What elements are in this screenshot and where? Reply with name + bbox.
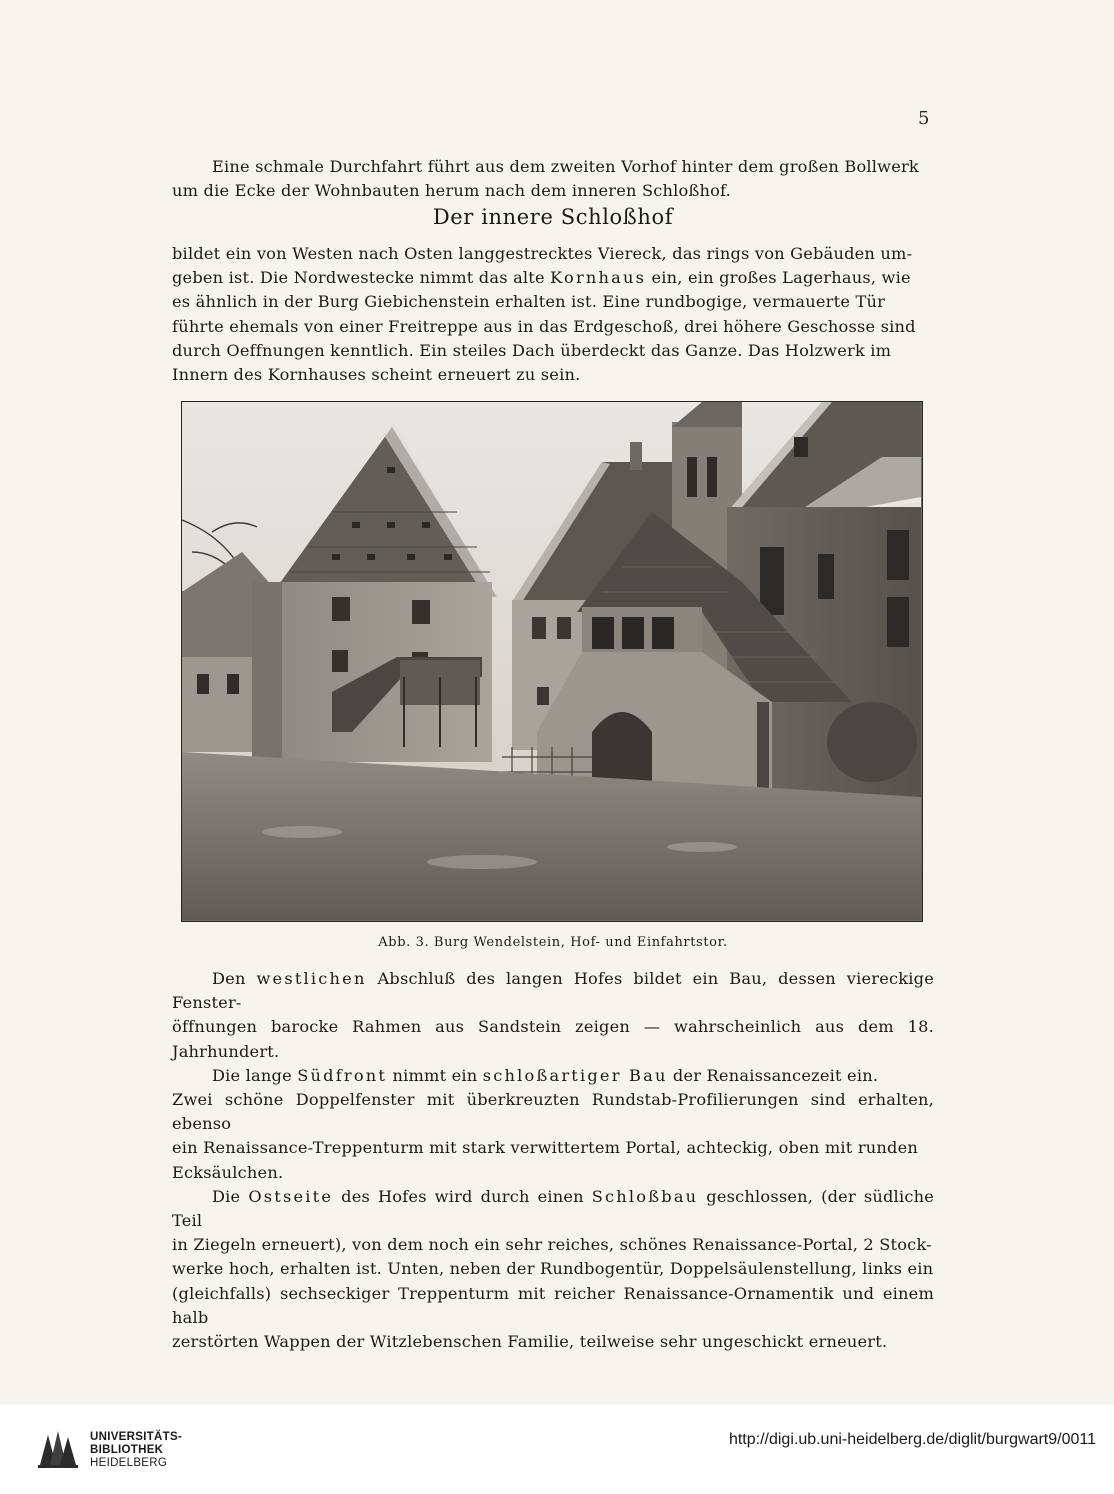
text-line: führte ehemals von einer Freitreppe aus in das Erdgeschoß, drei höhere Geschosse sind — [172, 316, 916, 336]
text-span: ein, ein großes Lagerhaus, wie — [646, 268, 911, 288]
text-line: öffnungen barocke Rahmen aus Sandstein zeigen — wahrscheinlich aus dem 18. Jahrhundert. — [172, 1017, 934, 1061]
library-footer — [0, 1405, 1114, 1494]
library-name-line-1: UNIVERSITÄTS- — [90, 1431, 183, 1443]
text-span: Die — [212, 1186, 249, 1206]
text-line: zerstörten Wappen der Witzlebenschen Familie, teilweise sehr ungeschickt erneuert. — [172, 1332, 888, 1352]
library-logo-icon — [36, 1427, 82, 1473]
text-line: durch Oeffnungen kenntlich. Ein steiles Dach überdeckt das Ganze. Das Holzwerk im — [172, 340, 892, 360]
courtyard-photo-illustration — [182, 402, 921, 920]
text-line: werke hoch, erhalten ist. Unten, neben der Rundbogentür, Doppelsäulenstellung, links ein — [172, 1259, 934, 1279]
emphasized-term-schlossartiger-bau: schloßartiger Bau — [482, 1065, 668, 1085]
text-line: (gleichfalls) sechseckiger Treppenturm mit reicher Renaissance-Ornamentik und einem halb — [172, 1283, 934, 1327]
text-line: Zwei schöne Doppelfenster mit überkreuzten Rundstab-Profilierungen sind erhalten, ebenso — [172, 1090, 934, 1134]
text-line — [172, 967, 934, 1015]
text-span: geben ist. Die Nordwestecke nimmt das alte — [172, 268, 551, 288]
courtyard-photograph — [181, 401, 923, 922]
intro-paragraph — [172, 155, 934, 203]
emphasized-term-schlossbau: Schloßbau — [591, 1186, 699, 1206]
chimney — [630, 442, 642, 470]
text-span: der Renaissancezeit ein. — [667, 1065, 879, 1085]
library-name-line-3: HEIDELBERG — [90, 1457, 168, 1469]
figure-caption: Abb. 3. Burg Wendelstein, Hof- und Einfahrtstor. — [378, 935, 728, 950]
text-line: es ähnlich in der Burg Giebichenstein erhalten ist. Eine rundbogige, vermauerte Tür — [172, 292, 886, 312]
text-line: Innern des Kornhauses scheint erneuert zu sein. — [172, 365, 581, 385]
text-line: Ecksäulchen. — [172, 1162, 284, 1182]
text-line — [172, 1185, 934, 1233]
text-line — [172, 1064, 934, 1088]
shrub — [827, 702, 917, 782]
text-span: geschlossen, (der südliche Teil — [172, 1186, 934, 1231]
library-name-line-2: BIBLIOTHEK — [90, 1444, 164, 1456]
source-url-link[interactable]: http://digi.ub.uni-heidelberg.de/diglit/burgwart9/0011 — [728, 1431, 1096, 1448]
text-span: Abschluß des langen Hofes bildet ein Bau, dessen viereckige Fenster- — [172, 969, 934, 1013]
emphasized-term-ostseite: Ostseite — [248, 1186, 334, 1206]
text-span: Die lange — [212, 1065, 298, 1085]
text-line: bildet ein von Westen nach Osten langgestrecktes Viereck, das rings von Gebäuden um- — [172, 244, 913, 263]
emphasized-term-kornhaus: Kornhaus — [550, 268, 647, 288]
section-heading: Der innere Schloßhof — [432, 205, 674, 229]
text-span: des Hofes wird durch einen — [333, 1186, 592, 1206]
text-line — [172, 266, 934, 290]
emphasized-term-suedfront: Südfront — [297, 1065, 388, 1085]
intro-line-2: um die Ecke der Wohnbauten herum nach dem inneren Schloßhof. — [172, 181, 732, 201]
emphasized-term-westlichen: westlichen — [256, 969, 367, 988]
text-line: in Ziegeln erneuert), von dem noch ein sehr reiches, schönes Renaissance-Portal, 2 Stock- — [172, 1235, 932, 1255]
courtyard-paragraph — [172, 242, 934, 387]
intro-line-1: Eine schmale Durchfahrt führt aus dem zweiten Vorhof hinter dem großen Bollwerk — [212, 157, 919, 176]
library-name — [90, 1431, 182, 1470]
page-number: 5 — [918, 108, 930, 129]
text-line: ein Renaissance-Treppenturm mit stark verwittertem Portal, achteckig, oben mit runden — [172, 1138, 918, 1158]
text-span: nimmt ein — [387, 1065, 483, 1085]
text-span: Den — [212, 969, 257, 988]
description-paragraphs — [172, 967, 934, 1354]
